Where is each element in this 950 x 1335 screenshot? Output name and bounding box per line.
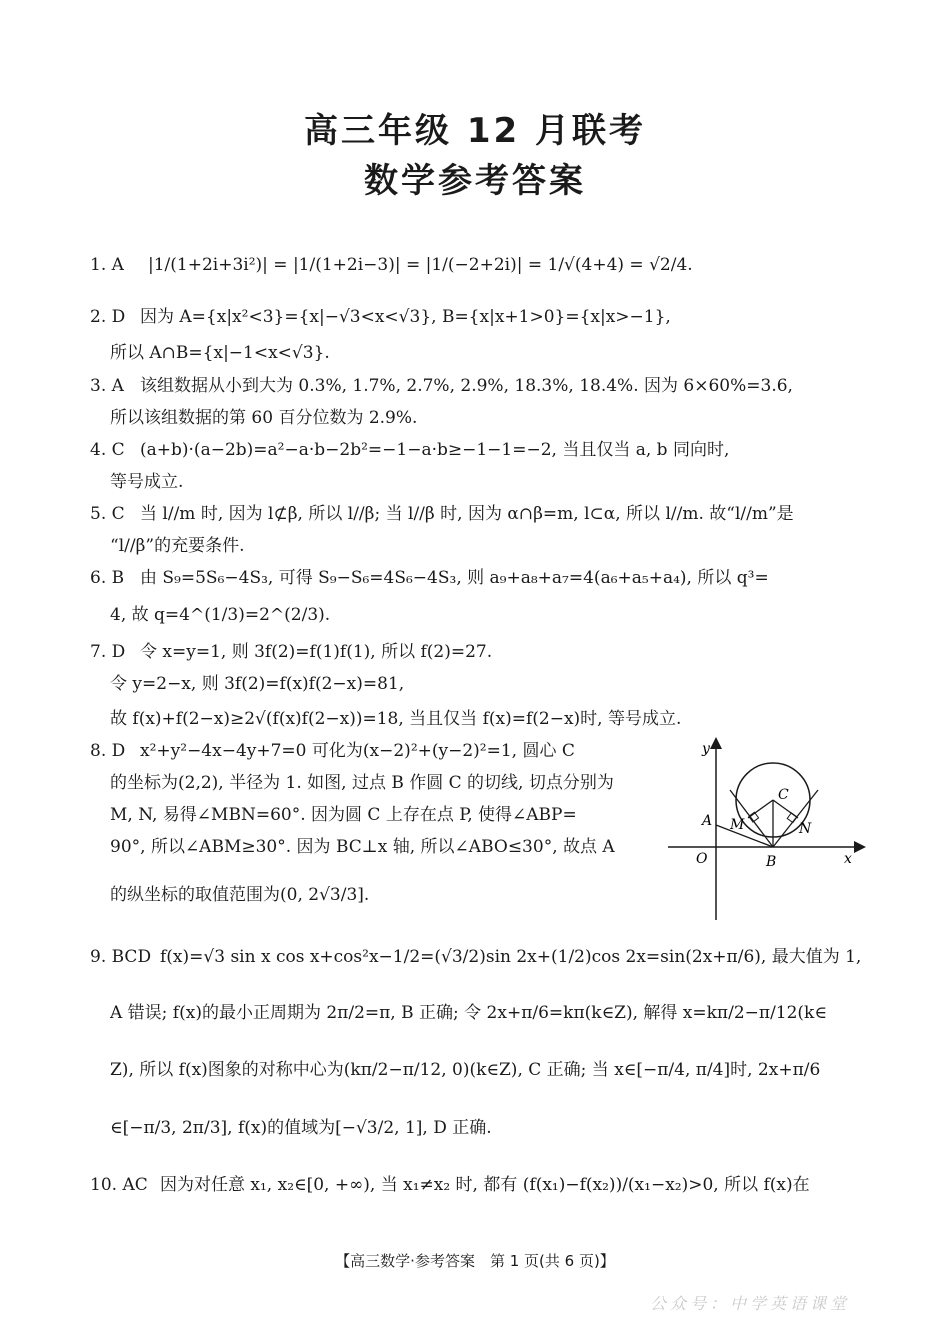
answer-number: 8. D: [90, 741, 126, 761]
answer-number: 2. D: [90, 307, 126, 327]
answer-line: “l//β”的充要条件.: [110, 536, 245, 556]
label-o: O: [696, 851, 708, 867]
answer-line: Z), 所以 f(x)图象的对称中心为(kπ/2−π/12, 0)(k∈Z), C 正确; 当 x∈[−π/4, π/4]时, 2x+π/6: [110, 1060, 821, 1080]
page-title: 高三年级 12 月联考: [304, 111, 646, 151]
geometry-figure: [660, 735, 870, 930]
answer-number: 9. BCD: [90, 947, 152, 967]
answer-line: 故 f(x)+f(2−x)≥2√(f(x)f(2−x))=18, 当且仅当 f(x)=f(2−x)时, 等号成立.: [110, 709, 682, 729]
answer-line: 90°, 所以∠ABM≥30°. 因为 BC⊥x 轴, 所以∠ABO≤30°, 故点 A: [110, 837, 615, 857]
answer-line: |1/(1+2i+3i²)| = |1/(1+2i−3)| = |1/(−2+2i)| = 1/√(4+4) = √2/4.: [148, 255, 693, 275]
answer-number: 1. A: [90, 255, 124, 275]
answer-line: 该组数据从小到大为 0.3%, 1.7%, 2.7%, 2.9%, 18.3%, 18.4%. 因为 6×60%=3.6,: [140, 376, 793, 396]
answer-line: 的纵坐标的取值范围为(0, 2√3/3].: [110, 885, 370, 905]
label-y: y: [702, 741, 710, 757]
label-x: x: [844, 851, 852, 867]
label-b: B: [766, 854, 777, 870]
answer-line: 因为 A={x|x²<3}={x|−√3<x<√3}, B={x|x+1>0}={x|x>−1},: [140, 307, 671, 327]
answer-line: A 错误; f(x)的最小正周期为 2π/2=π, B 正确; 令 2x+π/6=kπ(k∈Z), 解得 x=kπ/2−π/12(k∈: [110, 1003, 827, 1023]
label-n: N: [799, 821, 812, 837]
answer-line: 所以该组数据的第 60 百分位数为 2.9%.: [110, 408, 418, 428]
answer-number: 6. B: [90, 568, 125, 588]
page-footer: 【高三数学·参考答案 第 1 页(共 6 页)】: [335, 1252, 615, 1270]
answer-line: 令 x=y=1, 则 3f(2)=f(1)f(1), 所以 f(2)=27.: [140, 642, 493, 662]
answer-line: 当 l//m 时, 因为 l⊄β, 所以 l//β; 当 l//β 时, 因为 α∩β=m, l⊂α, 所以 l//m. 故“l//m”是: [140, 504, 794, 524]
answer-line: 等号成立.: [110, 472, 184, 492]
answer-line: 所以 A∩B={x|−1<x<√3}.: [110, 343, 330, 363]
label-a: A: [702, 813, 713, 829]
answer-line: x²+y²−4x−4y+7=0 可化为(x−2)²+(y−2)²=1, 圆心 C: [140, 741, 575, 761]
answer-line: ∈[−π/3, 2π/3], f(x)的值域为[−√3/2, 1], D 正确.: [110, 1118, 492, 1138]
answer-line: 4, 故 q=4^(1/3)=2^(2/3).: [110, 605, 331, 625]
page-subtitle: 数学参考答案: [364, 161, 586, 201]
answer-line: M, N, 易得∠MBN=60°. 因为圆 C 上存在点 P, 使得∠ABP=: [110, 805, 577, 825]
answer-number: 3. A: [90, 376, 124, 396]
radius-cm: [748, 800, 773, 818]
answer-line: 因为对任意 x₁, x₂∈[0, +∞), 当 x₁≠x₂ 时, 都有 (f(x₁)−f(x₂))/(x₁−x₂)>0, 所以 f(x)在: [160, 1175, 810, 1195]
answer-line: 的坐标为(2,2), 半径为 1. 如图, 过点 B 作圆 C 的切线, 切点分别为: [110, 773, 614, 793]
watermark: 公众号：中学英语课堂: [650, 1294, 851, 1313]
answer-line: (a+b)·(a−2b)=a²−a·b−2b²=−1−a·b≥−1−1=−2, 当且仅当 a, b 同向时,: [140, 440, 730, 460]
label-m: M: [730, 817, 745, 833]
answer-number: 7. D: [90, 642, 126, 662]
answer-line: f(x)=√3 sin x cos x+cos²x−1/2=(√3/2)sin 2x+(1/2)cos 2x=sin(2x+π/6), 最大值为 1,: [160, 947, 862, 967]
answer-line: 由 S₉=5S₆−4S₃, 可得 S₉−S₆=4S₆−4S₃, 则 a₉+a₈+a₇=4(a₆+a₅+a₄), 所以 q³=: [140, 568, 769, 588]
answer-number: 5. C: [90, 504, 125, 524]
label-c: C: [778, 787, 789, 803]
answer-number: 10. AC: [90, 1175, 148, 1195]
answer-number: 4. C: [90, 440, 125, 460]
answer-line: 令 y=2−x, 则 3f(2)=f(x)f(2−x)=81,: [110, 674, 405, 694]
